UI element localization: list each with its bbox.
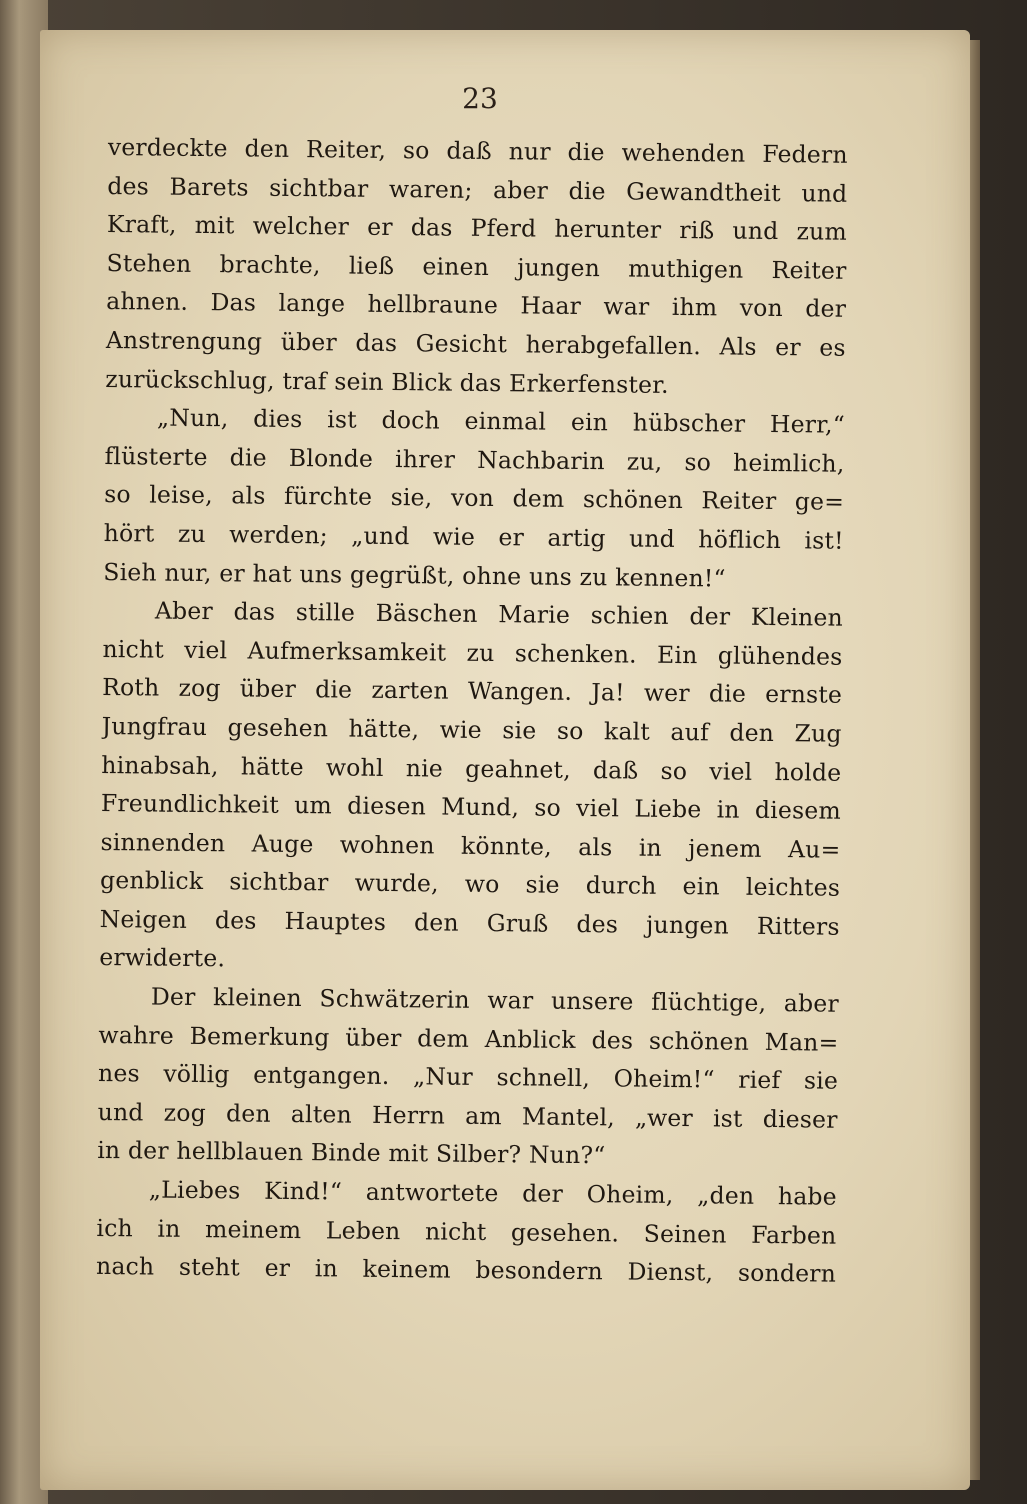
text-line: Kraft, mit welcher er das Pferd herunter riß und zum [106,210,848,246]
text-line: Roth zog über die zarten Wangen. Ja! wer die ernste [101,673,843,710]
text-line: Neigen des Hauptes den Gruß des jungen Ritters [99,904,840,941]
text-line: nes völlig entgangen. „Nur schnell, Oheim!“ rief sie [97,1059,839,1095]
text-line: „Liebes Kind!“ antwortete der Oheim, „den habe [148,1175,837,1211]
text-line: Stehen brachte, ließ einen jungen muthigen Reiter [106,248,847,285]
text-line: zurückschlug, traf sein Blick das Erkerfenster. [105,364,669,399]
text-line: und zog den alten Herrn am Mantel, „wer ist dieser [97,1097,838,1134]
page-text [96,128,848,1293]
text-line: genblick sichtbar wurde, wo sie durch ein leichtes [99,866,841,902]
text-line: nach steht er in keinem besondern Dienst, sondern [95,1252,837,1288]
text-line: „Nun, dies ist doch einmal ein hübscher Herr,“ [156,403,846,439]
text-line: Anstrengung über das Gesicht herabgefallen. Als er es [105,325,846,362]
text-line: des Barets sichtbar waren; aber die Gewandtheit und [107,171,848,208]
text-line: sinnenden Auge wohnen könnte, als in jenem Au= [100,827,841,864]
page-number: 23 [462,82,498,115]
text-line: hinabsah, hätte wohl nie geahnet, daß so viel holde [101,750,842,787]
text-line: Freundlichkeit um diesen Mund, so viel Liebe in diesem [100,789,842,825]
text-line: so leise, als fürchte sie, von dem schönen Reiter ge= [104,480,845,517]
text-line: verdeckte den Reiter, so daß nur die wehenden Federn [107,132,848,169]
text-line: flüsterte die Blonde ihrer Nachbarin zu, so heimlich, [104,441,845,478]
text-line: Sieh nur, er hat uns gegrüßt, ohne uns zu kennen!“ [103,557,726,593]
text-line: erwiderte. [99,943,226,973]
text-line: nicht viel Aufmerksamkeit zu schenken. Ein glühendes [102,634,843,671]
text-line: Aber das stille Bäschen Marie schien der Kleinen [154,596,844,632]
text-line: hört zu werden; „und wie er artig und höflich ist! [103,518,844,555]
text-line: ich in meinem Leben nicht gesehen. Seinen Farben [96,1213,837,1250]
text-line: in der hellblauen Binde mit Silber? Nun?“ [97,1136,606,1170]
text-line: wahre Bemerkung über dem Anblick des schönen Man= [98,1020,839,1057]
text-line: Jungfrau gesehen hätte, wie sie so kalt auf den Zug [101,711,842,748]
text-line: Der kleinen Schwätzerin war unsere flüchtige, aber [150,982,840,1018]
text-line: ahnen. Das lange hellbraune Haar war ihm von der [106,287,847,324]
